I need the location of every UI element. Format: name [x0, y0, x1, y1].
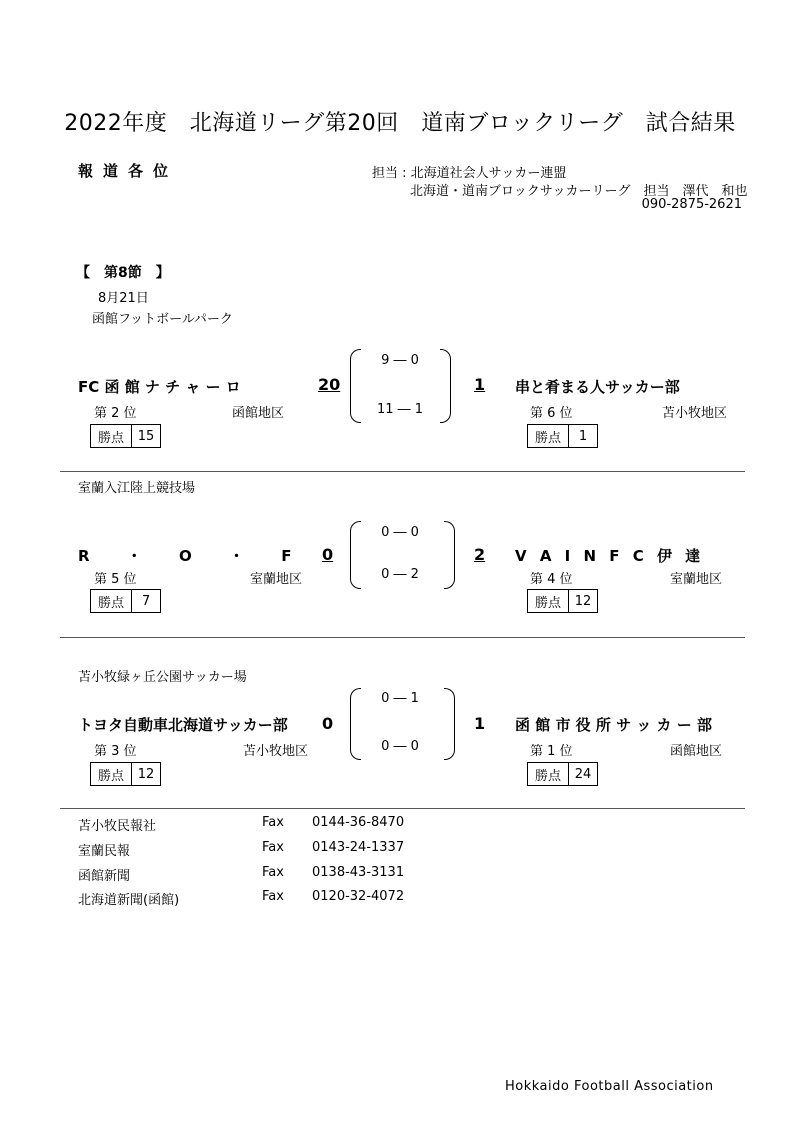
points-label: 勝点: [528, 763, 569, 785]
match-2-venue: 室蘭入江陸上競技場: [78, 481, 196, 496]
match-3-home-rank: 第 3 位: [94, 744, 137, 759]
match-2-away-rank: 第 4 位: [530, 572, 573, 587]
match-date: 8月21日: [98, 291, 149, 306]
contact-line-2: 北海道・道南ブロックサッカーリーグ 担当 澤代 和也: [410, 184, 748, 199]
press-number: 0138-43-3131: [312, 865, 405, 880]
match-1-home-score: 20: [318, 375, 341, 394]
match-3-venue: 苫小牧緑ヶ丘公園サッカー場: [78, 670, 247, 685]
match-1-home-points-box: [90, 424, 161, 448]
match-1-away-team: 串と肴まる人サッカー部: [515, 378, 680, 396]
recipients-heading: 報道各位: [78, 162, 179, 180]
match-3-away-area: 函館地区: [670, 744, 723, 759]
match-1-second-half: 11 ― 1: [376, 402, 424, 417]
contact-phone: 090-2875-2621: [641, 197, 742, 212]
match-1-away-points-box: [527, 424, 598, 448]
match-2-home-rank: 第 5 位: [94, 572, 137, 587]
match-2-away-score: 2: [474, 545, 486, 564]
match-3-home-score: 0: [322, 714, 334, 733]
match-2-home-area: 室蘭地区: [250, 572, 303, 587]
match-2-second-half: 0 ― 2: [381, 567, 419, 582]
match-1-home-rank: 第 2 位: [94, 406, 137, 421]
press-number: 0143-24-1337: [312, 840, 405, 855]
match-3-home-team: トヨタ自動車北海道サッカー部: [78, 716, 288, 734]
match-2-away-points: 12: [574, 593, 592, 609]
press-type: Fax: [262, 865, 284, 880]
match-2-right-bracket: [444, 521, 455, 589]
press-type: Fax: [262, 889, 284, 904]
match-2-home-points-box: [90, 589, 161, 613]
match-1-away-score: 1: [474, 375, 486, 394]
points-label: 勝点: [91, 425, 132, 447]
match-3-away-rank: 第 1 位: [530, 744, 573, 759]
press-type: Fax: [262, 815, 284, 830]
divider: [60, 637, 745, 638]
points-label: 勝点: [91, 590, 132, 612]
match-3-home-points: 12: [137, 766, 155, 782]
press-number: 0144-36-8470: [312, 815, 405, 830]
press-name: 函館新聞: [78, 869, 131, 884]
match-1-right-bracket: [440, 349, 451, 423]
match-2-away-area: 室蘭地区: [670, 572, 723, 587]
match-1-home-team: FC 函 館 ナ チ ャ ー ロ: [78, 378, 241, 396]
press-name: 北海道新聞(函館): [78, 893, 180, 908]
round-title: 【 第8節 】: [76, 265, 170, 281]
match-2-away-points-box: [527, 589, 598, 613]
footer-organization: Hokkaido Football Association: [505, 1079, 714, 1094]
divider: [60, 471, 745, 472]
points-label: 勝点: [528, 425, 569, 447]
match-2-away-team: V A I N F C 伊 達: [515, 547, 705, 565]
divider: [60, 808, 745, 809]
match-3-second-half: 0 ― 0: [381, 739, 419, 754]
match-3-away-points-box: [527, 762, 598, 786]
match-3-away-team: 函 館 市 役 所 サ ッ カ ー 部: [515, 716, 713, 734]
match-1-venue: 函館フットボールパーク: [92, 312, 233, 327]
press-type: Fax: [262, 840, 284, 855]
contact-line-1: 担当 : 北海道社会人サッカー連盟: [372, 166, 567, 181]
match-3-right-bracket: [444, 688, 455, 760]
match-1-away-area: 苫小牧地区: [662, 406, 728, 421]
match-1-first-half: 9 ― 0: [381, 353, 419, 368]
match-1-home-points: 15: [137, 428, 155, 444]
match-3-home-points-box: [90, 762, 161, 786]
document-title: 2022年度 北海道リーグ第20回 道南ブロックリーグ 試合結果: [64, 111, 736, 136]
match-3-away-score: 1: [474, 714, 486, 733]
press-name: 苫小牧民報社: [78, 819, 157, 834]
match-3-away-points: 24: [574, 766, 592, 782]
points-label: 勝点: [528, 590, 569, 612]
match-2-home-score: 0: [322, 545, 334, 564]
points-label: 勝点: [91, 763, 132, 785]
match-3-home-area: 苫小牧地区: [243, 744, 309, 759]
match-3-first-half: 0 ― 1: [381, 691, 419, 706]
match-1-away-rank: 第 6 位: [530, 406, 573, 421]
press-number: 0120-32-4072: [312, 889, 405, 904]
match-1-home-area: 函館地区: [232, 406, 285, 421]
match-2-home-team: R ・ O ・ F: [78, 547, 308, 565]
match-2-first-half: 0 ― 0: [381, 525, 419, 540]
match-1-away-points: 1: [578, 428, 588, 444]
press-name: 室蘭民報: [78, 844, 131, 859]
match-2-home-points: 7: [141, 593, 151, 609]
